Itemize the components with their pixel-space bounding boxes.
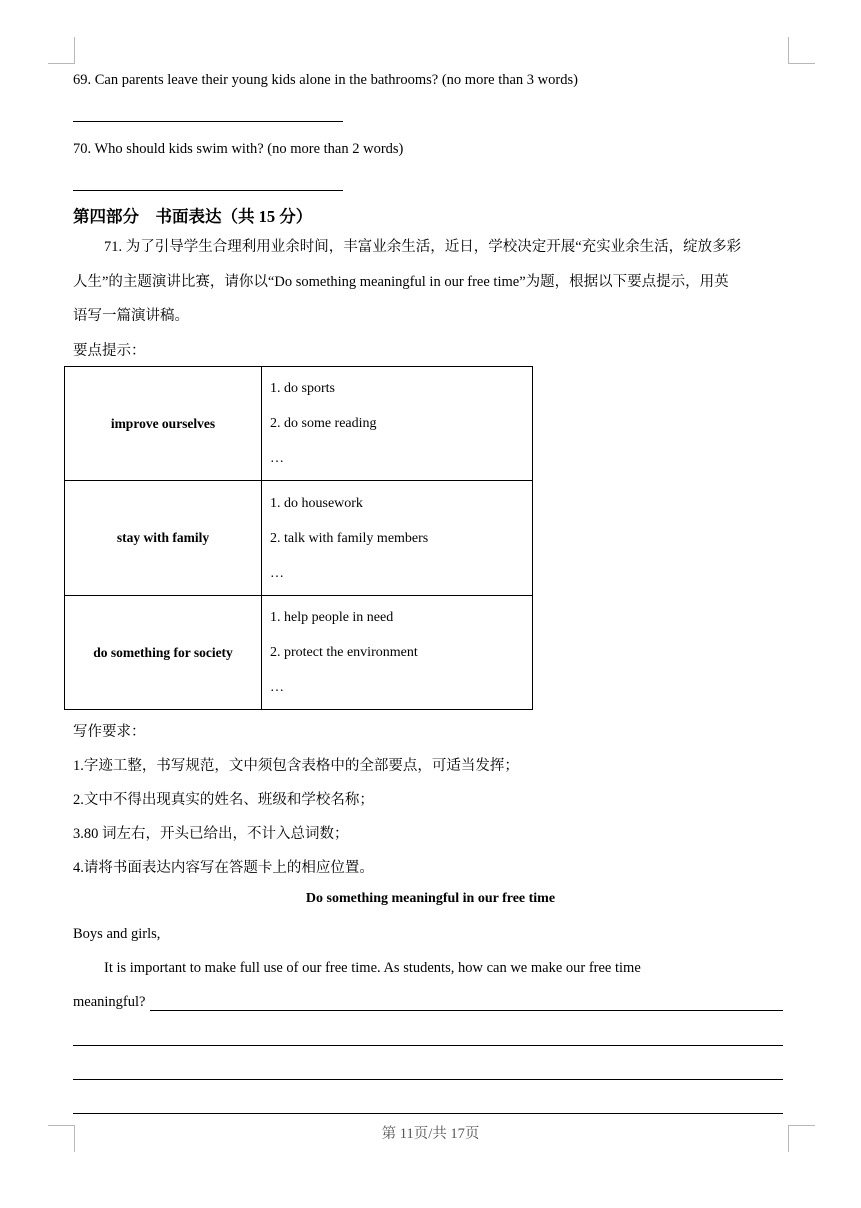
essay-title: Do something meaningful in our free time — [305, 891, 556, 906]
table-row-points — [262, 481, 533, 596]
writing-line[interactable] — [73, 1045, 783, 1046]
corner-mark-top-right — [788, 37, 815, 64]
table-row-points — [262, 367, 533, 481]
page-number: 第 11页/共 17页 — [381, 1126, 480, 1142]
corner-mark-top-left — [48, 37, 75, 64]
answer-blank-69[interactable] — [73, 121, 343, 122]
list-item: … — [270, 451, 284, 466]
list-item: 2. do some reading — [270, 416, 377, 431]
requirement-item: 1.字迹工整，书写规范，文中须包含表格中的全部要点，可适当发挥； — [73, 758, 519, 774]
section-title: 第四部分 书面表达（共 15 分） — [73, 207, 313, 226]
requirement-item: 3.80 词左右，开头已给出，不计入总词数； — [73, 826, 349, 842]
writing-line[interactable] — [73, 1079, 783, 1080]
requirements-label: 写作要求： — [73, 724, 146, 740]
writing-line[interactable] — [73, 1113, 783, 1114]
question-70: 70. Who should kids swim with? (no more than 2 words) — [73, 141, 404, 157]
task-intro-line-3: 语写一篇演讲稿。 — [73, 308, 189, 324]
list-item: 2. talk with family members — [270, 530, 429, 546]
tips-table — [64, 366, 533, 710]
table-row — [65, 367, 533, 481]
list-item: 1. do sports — [270, 381, 335, 396]
table-row-key: do something for society — [65, 596, 262, 710]
table-row-points — [262, 596, 533, 710]
table-row-key: improve ourselves — [65, 367, 262, 481]
list-item: 1. do housework — [270, 495, 363, 511]
question-69: 69. Can parents leave their young kids alone in the bathrooms? (no more than 3 words) — [73, 72, 578, 88]
table-row-key: stay with family — [65, 481, 262, 596]
essay-greeting: Boys and girls, — [73, 926, 161, 942]
list-item: 2. protect the environment — [270, 645, 418, 660]
table-row — [65, 481, 533, 596]
list-item: … — [270, 565, 284, 581]
essay-first-line: It is important to make full use of our free time. As students, how can we make our free time — [104, 960, 641, 976]
essay-second-line-start: meaningful? — [73, 994, 146, 1010]
answer-blank-70[interactable] — [73, 190, 343, 191]
list-item: … — [270, 680, 284, 695]
requirement-item: 2.文中不得出现真实的姓名、班级和学校名称； — [73, 792, 374, 808]
tips-label: 要点提示： — [73, 343, 146, 359]
task-intro-line-2: 人生”的主题演讲比赛，请你以“Do something meaningful in our free time”为题，根据以下要点提示，用英 — [73, 274, 729, 290]
list-item: 1. help people in need — [270, 610, 394, 625]
table-row — [65, 596, 533, 710]
writing-line[interactable] — [150, 1010, 783, 1011]
task-intro-line-1: 71. 为了引导学生合理利用业余时间，丰富业余生活，近日，学校决定开展“充实业余生活，绽放多彩 — [104, 239, 742, 255]
requirement-item: 4.请将书面表达内容写在答题卡上的相应位置。 — [73, 860, 374, 876]
